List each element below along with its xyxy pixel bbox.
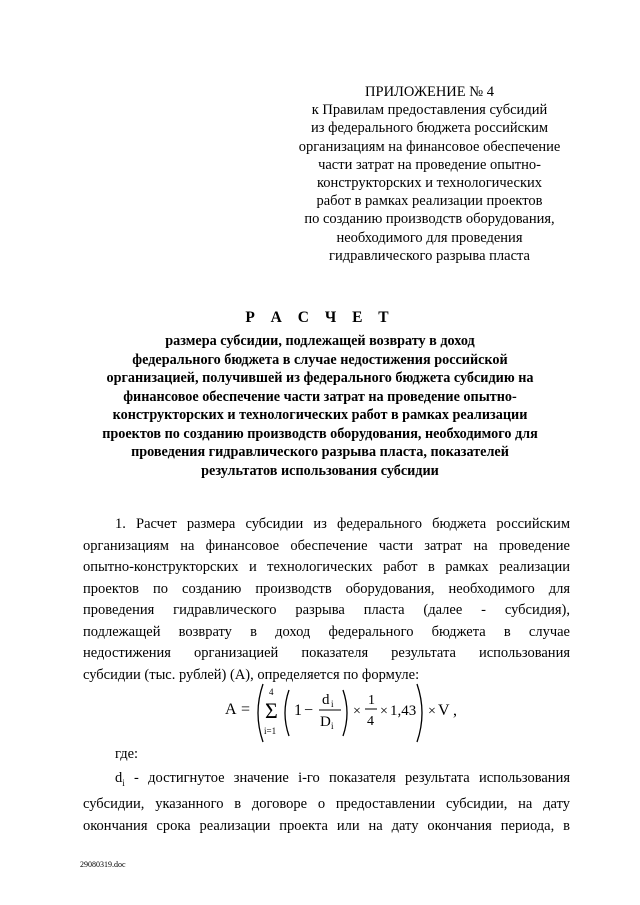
outer-paren-right [417,684,422,742]
paragraph-line: проведения гидравлического разрыва пласта (далее - субсидия), [83,602,570,618]
subtitle-line: проведения гидравлического разрыва пласта, показателей [131,444,509,460]
frac-1-den: 4 [367,714,374,729]
appendix-line: конструкторских и технологических [317,175,542,192]
frac-num-sub: i [331,699,334,709]
appendix-title: ПРИЛОЖЕНИЕ № 4 [365,84,494,100]
inner-paren-left [285,690,289,736]
subtitle-line: конструкторских и технологических работ в рамках реализации [112,407,528,423]
subtitle-line: финансовое обеспечение части затрат на проведение опытно- [123,388,517,405]
formula-v: V [438,702,450,719]
appendix-line: необходимого для проведения [336,229,523,246]
appendix-line: организациям на финансовое обеспечение [298,138,561,155]
subtitle-line: организацией, получившей из федерального бюджета субсидию на [106,370,534,386]
sum-sigma-icon: Σ [265,698,278,723]
sum-upper-limit: 4 [269,687,274,697]
frac-den-sub: i [331,721,334,731]
subtitle-line: проектов по созданию производств оборудования, необходимого для [102,425,538,442]
where-label: где: [115,746,139,762]
paragraph-line: недостижения организацией показателя результата использования [83,645,570,661]
appendix-line: к Правилам предоставления субсидий [311,102,548,119]
subtitle-line: результатов использования субсидии [201,462,439,479]
paragraph-1 [83,514,570,686]
frac-num-var: d [322,692,330,708]
formula-equals: = [241,701,251,718]
formula-times: × [353,704,361,719]
paragraph-line: опытно-конструкторских и технологических работ в рамках реализации [83,559,570,575]
paragraph-line: 1. Расчет размера субсидии из федерального бюджета российским [115,516,570,532]
formula-minus: − [304,702,314,719]
paragraph-line: проектов по созданию производств оборудования, необходимого для [83,580,570,597]
appendix-line: гидравлического разрыва пласта [329,247,530,264]
inner-paren-right [343,690,347,736]
frac-1-num: 1 [368,693,375,708]
formula-one: 1 [294,702,302,719]
paragraph-line: окончания срока реализации проекта или на дату окончания периода, в [83,817,570,834]
formula-lhs: A [225,701,237,718]
appendix-line: работ в рамках реализации проектов [316,193,543,210]
document-subtitle [78,332,562,480]
sum-lower-limit: i=1 [264,726,277,736]
var-d: d [115,770,123,786]
formula-tail: , [453,702,457,719]
formula-times-3: × [428,704,436,719]
paragraph-line [83,768,570,794]
paragraph-2 [83,768,570,837]
footer-filename: 29080319.doc [80,860,126,869]
subtitle-line: федерального бюджета в случае недостижения российской [132,351,508,368]
appendix-line: части затрат на проведение опытно- [318,156,541,173]
subtitle-line: размера субсидии, подлежащей возврату в доход [165,333,475,349]
appendix-header [292,83,567,265]
paragraph-line: субсидии, указанного в договоре о предоставлении субсидии, на дату [83,796,570,813]
outer-paren-left [258,684,263,742]
document-title: Р А С Ч Е Т [245,309,395,326]
paragraph-line: подлежащей возврату в доход федерального бюджета в случае [83,623,570,640]
appendix-line: по созданию производств оборудования, [304,211,555,228]
var-d-sub: i [122,777,125,788]
frac-den-var: D [320,714,331,730]
appendix-line: из федерального бюджета российским [310,120,549,137]
formula-times-2: × [380,704,388,719]
paragraph-line: организациям на финансовое обеспечение части затрат на проведение [83,537,570,554]
paragraph-line-rest: - достигнутое значение i-го показателя результата использования [124,770,570,786]
subsidy-formula [225,680,465,746]
formula-coefficient: 1,43 [390,703,417,719]
paragraph-line: субсидии (тыс. рублей) (A), определяется по формуле: [83,666,420,683]
